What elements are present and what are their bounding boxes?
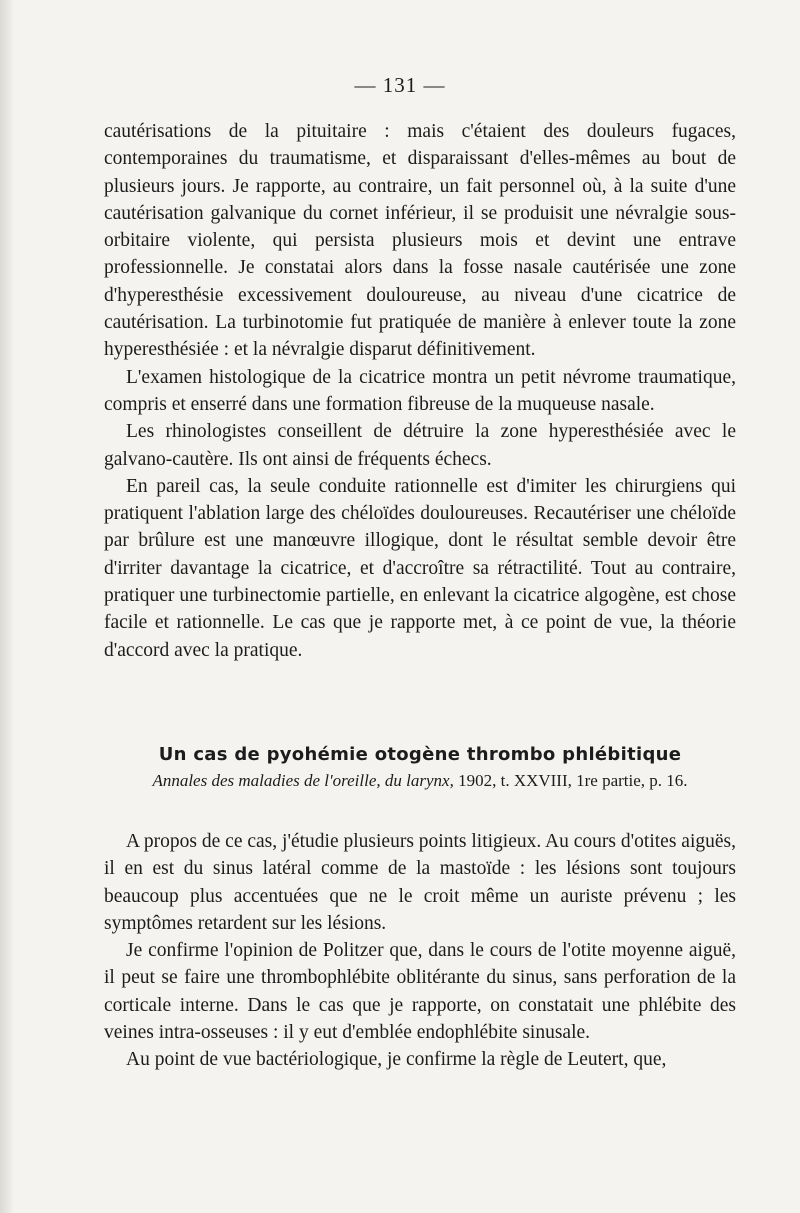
section-1-body [104,118,736,664]
citation-details: 1902, t. XXVIII, 1re partie, p. 16. [453,771,688,790]
paragraph: Au point de vue bactériologique, je confirme la règle de Leutert, que, [126,1049,667,1071]
paragraph: L'examen histologique de la cicatrice montra un petit névrome traumatique, compris et enserré dans une formation fibreuse de la muqueuse nasale. [104,366,736,415]
paragraph: A propos de ce cas, j'étudie plusieurs points litigieux. Au cours d'otites aiguës, il en est du sinus latéral comme de la mastoïde : les lésions sont toujours beaucoup plus accentuées que ne le croit même un auriste prévenu ; les symptômes retardent sur les lésions. [104,831,736,934]
page-edge-shadow [0,0,14,1213]
section-2-body [104,828,736,1074]
section-title: Un cas de pyohémie otogène thrombo phlébitique [158,744,682,765]
citation-journal: Annales des maladies de l'oreille, du larynx, [152,771,454,790]
paragraph: cautérisations de la pituitaire : mais c'étaient des douleurs fugaces, contemporaines du traumatisme, et disparaissant d'elles-mêmes au bout de plusieurs jours. Je rapporte, au contraire, un fait personnel où, à la suite d'une cautérisation galvanique du cornet inférieur, il se produisit une névralgie sous-orbitaire violente, qui persista plusieurs mois et devint une entrave professionnelle. Je constatai alors dans la fosse nasale cautérisée une zone d'hyperesthésie excessivement douloureuse, au niveau d'une cicatrice de cautérisation. La turbinotomie fut pratiquée de manière à enlever toute la zone hyperesthésiée : et la névralgie disparut définitivement. [104,121,736,361]
page-number: — 131 — [354,73,446,97]
paragraph: En pareil cas, la seule conduite rationnelle est d'imiter les chirurgiens qui pratiquent l'ablation large des chéloïdes douloureuses. Recautériser une chéloïde par brûlure est une manœuvre illogique, dont le résultat semble devoir être d'irriter davantage la cicatrice, et d'accroître sa rétractilité. Tout au contraire, pratiquer une turbinectomie partielle, en enlevant la cicatrice algogène, est chose facile et rationnelle. Le cas que je rapporte met, à ce point de vue, la théorie d'accord avec la pratique. [104,475,736,661]
paragraph: Les rhinologistes conseillent de détruire la zone hyperesthésiée avec le galvano-cautère. Ils ont ainsi de fréquents échecs. [104,421,736,470]
paragraph: Je confirme l'opinion de Politzer que, dans le cours de l'otite moyenne aiguë, il peut se faire une thrombophlébite oblitérante du sinus, sans perforation de la corticale interne. Dans le cas que je rapporte, on constatait une phlébite des veines intra-osseuses : il y eut d'emblée endophlébite sinusale. [104,940,736,1044]
citation [104,771,736,791]
